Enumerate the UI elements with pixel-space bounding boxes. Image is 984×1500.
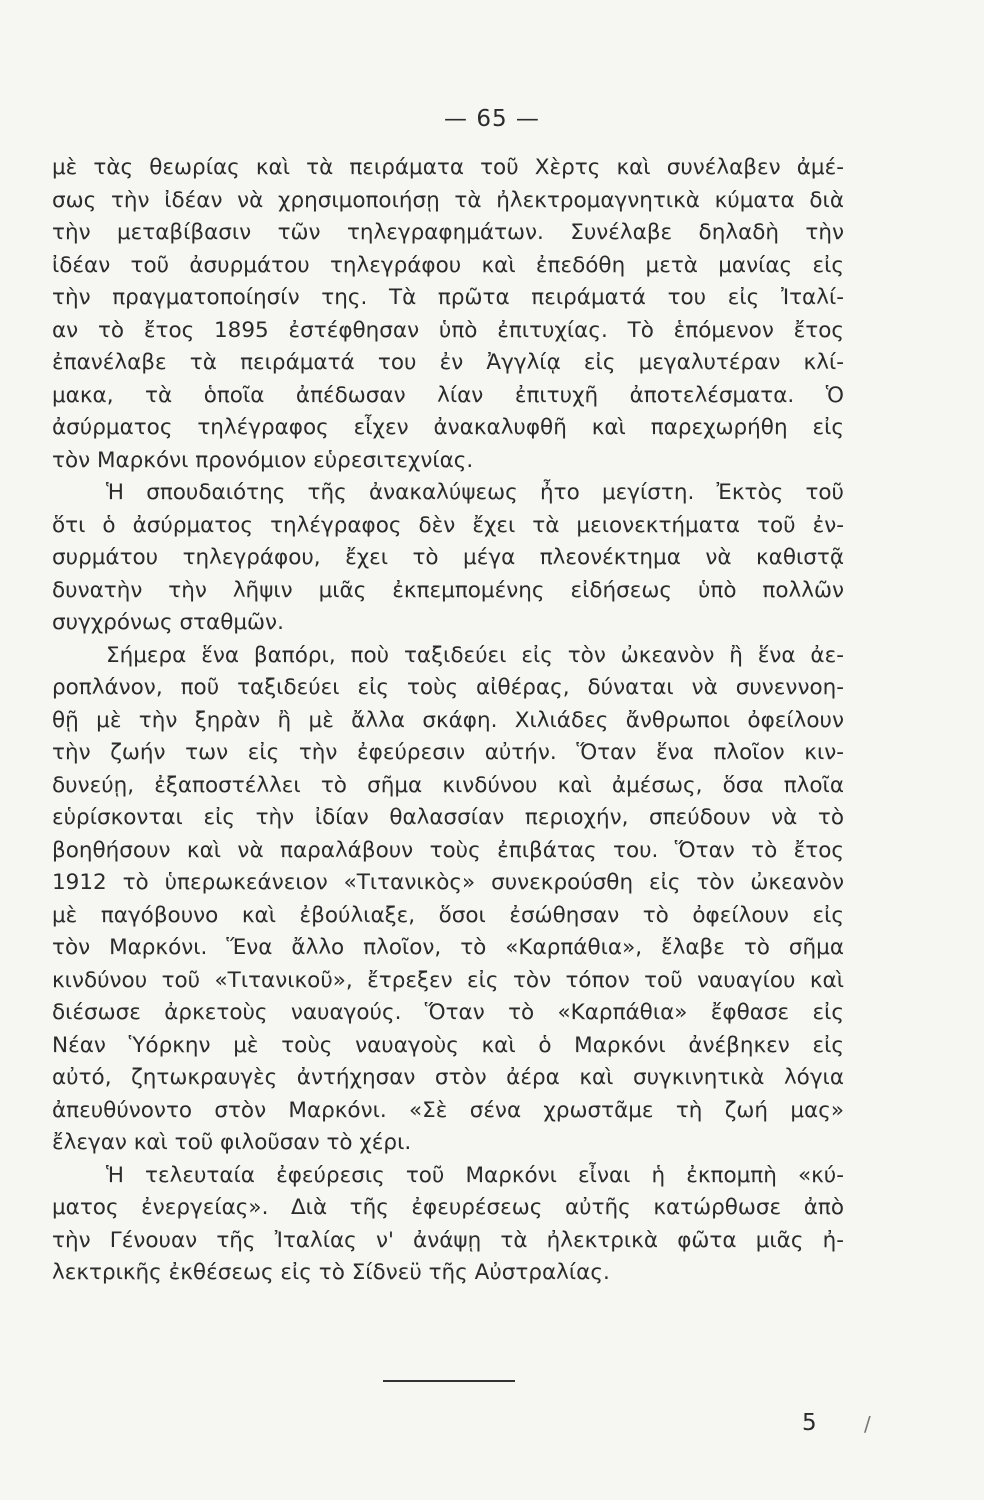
- text-line: ροπλάνον, ποῦ ταξιδεύει εἰς τοὺς αἰθέρας, δύναται νὰ συνεννοη-: [52, 675, 844, 700]
- text-line: τὴν πραγματοποίησίν της. Τὰ πρῶτα πειράματά του εἰς Ἰταλί-: [52, 285, 844, 310]
- text-line: διέσωσε ἀρκετοὺς ναυαγούς. Ὅταν τὸ «Καρπάθια» ἔφθασε εἰς: [52, 1000, 844, 1025]
- text-line: ἔλεγαν καὶ τοῦ φιλοῦσαν τὸ χέρι.: [52, 1130, 412, 1155]
- text-line: αν τὸ ἔτος 1895 ἐστέφθησαν ὑπὸ ἐπιτυχίας. Τὸ ἑπόμενον ἔτος: [52, 317, 844, 343]
- text-line: κινδύνου τοῦ «Τιτανικοῦ», ἔτρεξεν εἰς τὸν τόπον τοῦ ναυαγίου καὶ: [52, 967, 844, 993]
- text-line: εὑρίσκονται εἰς τὴν ἰδίαν θαλασσίαν περιοχήν, σπεύδουν νὰ τὸ: [52, 805, 844, 830]
- text-line: τὴν μεταβίβασιν τῶν τηλεγραφημάτων. Συνέλαβε δηλαδὴ τὴν: [52, 220, 844, 245]
- text-line: μὲ τὰς θεωρίας καὶ τὰ πειράματα τοῦ Χὲρτς καὶ συνέλαβεν ἀμέ-: [52, 155, 844, 180]
- text-line: ἐπανέλαβε τὰ πειράματά του ἐν Ἀγγλίᾳ εἰς μεγαλυτέραν κλί-: [52, 350, 844, 375]
- text-line: ματος ἐνεργείας». Διὰ τῆς ἐφευρέσεως αὐτῆς κατώρθωσε ἀπὸ: [52, 1195, 844, 1220]
- text-line: τὴν ζωήν των εἰς τὴν ἐφεύρεσιν αὐτήν. Ὅταν ἕνα πλοῖον κιν-: [52, 740, 844, 765]
- text-line: δυνατὴν τὴν λῆψιν μιᾶς ἐκπεμπομένης εἰδήσεως ὑπὸ πολλῶν: [52, 577, 844, 603]
- text-line: ἀπευθύνοντο στὸν Μαρκόνι. «Σὲ σένα χρωστᾶμε τὴ ζωή μας»: [52, 1097, 844, 1123]
- text-line: σως τὴν ἰδέαν νὰ χρησιμοποιήσῃ τὰ ἠλεκτρομαγνητικὰ κύματα διὰ: [52, 187, 844, 213]
- text-line: ἰδέαν τοῦ ἀσυρμάτου τηλεγράφου καὶ ἐπεδόθη μετὰ μανίας εἰς: [52, 252, 844, 278]
- page-number: — 65 —: [444, 106, 540, 132]
- text-line: συρμάτου τηλεγράφου, ἔχει τὸ μέγα πλεονέκτημα νὰ καθιστᾷ: [52, 545, 844, 570]
- text-line: 1912 τὸ ὑπερωκεάνειον «Τιτανικὸς» συνεκρούσθη εἰς τὸν ὠκεανὸν: [52, 870, 844, 895]
- text-line: ἀσύρματος τηλέγραφος εἶχεν ἀνακαλυφθῆ καὶ παρεχωρήθη εἰς: [52, 415, 844, 440]
- text-line: θῇ μὲ τὴν ξηρὰν ἢ μὲ ἄλλα σκάφη. Χιλιάδες ἄνθρωποι ὀφείλουν: [52, 707, 844, 733]
- body-text: [52, 152, 844, 1290]
- text-line: μακα, τὰ ὁποῖα ἀπέδωσαν λίαν ἐπιτυχῆ ἀποτελέσματα. Ὁ: [52, 382, 844, 408]
- text-line: συγχρόνως σταθμῶν.: [52, 610, 284, 635]
- text-line: βοηθήσουν καὶ νὰ παραλάβουν τοὺς ἐπιβάτας του. Ὅταν τὸ ἔτος: [52, 837, 844, 863]
- text-line: μὲ παγόβουνο καὶ ἐβούλιαξε, ὅσοι ἐσώθησαν τὸ ὀφείλουν εἰς: [52, 902, 844, 928]
- text-line: τὸν Μαρκόνι προνόμιον εὑρεσιτεχνίας.: [52, 447, 474, 473]
- text-line: Ἡ τελευταία ἐφεύρεσις τοῦ Μαρκόνι εἶναι ἡ ἐκπομπὴ «κύ-: [106, 1162, 844, 1188]
- text-line: ὅτι ὁ ἀσύρματος τηλέγραφος δὲν ἔχει τὰ μειονεκτήματα τοῦ ἐν-: [52, 512, 844, 538]
- text-line: Ἡ σπουδαιότης τῆς ἀνακαλύψεως ἦτο μεγίστη. Ἐκτὸς τοῦ: [106, 480, 844, 505]
- text-line: Νέαν Ὑόρκην μὲ τοὺς ναυαγοὺς καὶ ὁ Μαρκόνι ἀνέβηκεν εἰς: [52, 1032, 844, 1058]
- text-line: λεκτρικῆς ἐκθέσεως εἰς τὸ Σίδνεϋ τῆς Αὐστραλίας.: [52, 1260, 610, 1285]
- signature-mark: 5: [802, 1410, 817, 1436]
- divider-rule: [383, 1380, 515, 1382]
- edge-mark: /: [864, 1412, 871, 1436]
- text-line: δυνεύῃ, ἐξαποστέλλει τὸ σῆμα κινδύνου καὶ ἀμέσως, ὅσα πλοῖα: [52, 772, 844, 798]
- text-line: αὐτό, ζητωκραυγὲς ἀντήχησαν στὸν ἀέρα καὶ συγκινητικὰ λόγια: [52, 1065, 844, 1090]
- text-line: Σήμερα ἕνα βαπόρι, ποὺ ταξιδεύει εἰς τὸν ὠκεανὸν ἢ ἕνα ἀε-: [106, 642, 844, 668]
- text-line: τὸν Μαρκόνι. Ἕνα ἄλλο πλοῖον, τὸ «Καρπάθια», ἔλαβε τὸ σῆμα: [52, 935, 844, 960]
- text-line: τὴν Γένουαν τῆς Ἰταλίας ν' ἀνάψῃ τὰ ἠλεκτρικὰ φῶτα μιᾶς ἠ-: [52, 1227, 844, 1253]
